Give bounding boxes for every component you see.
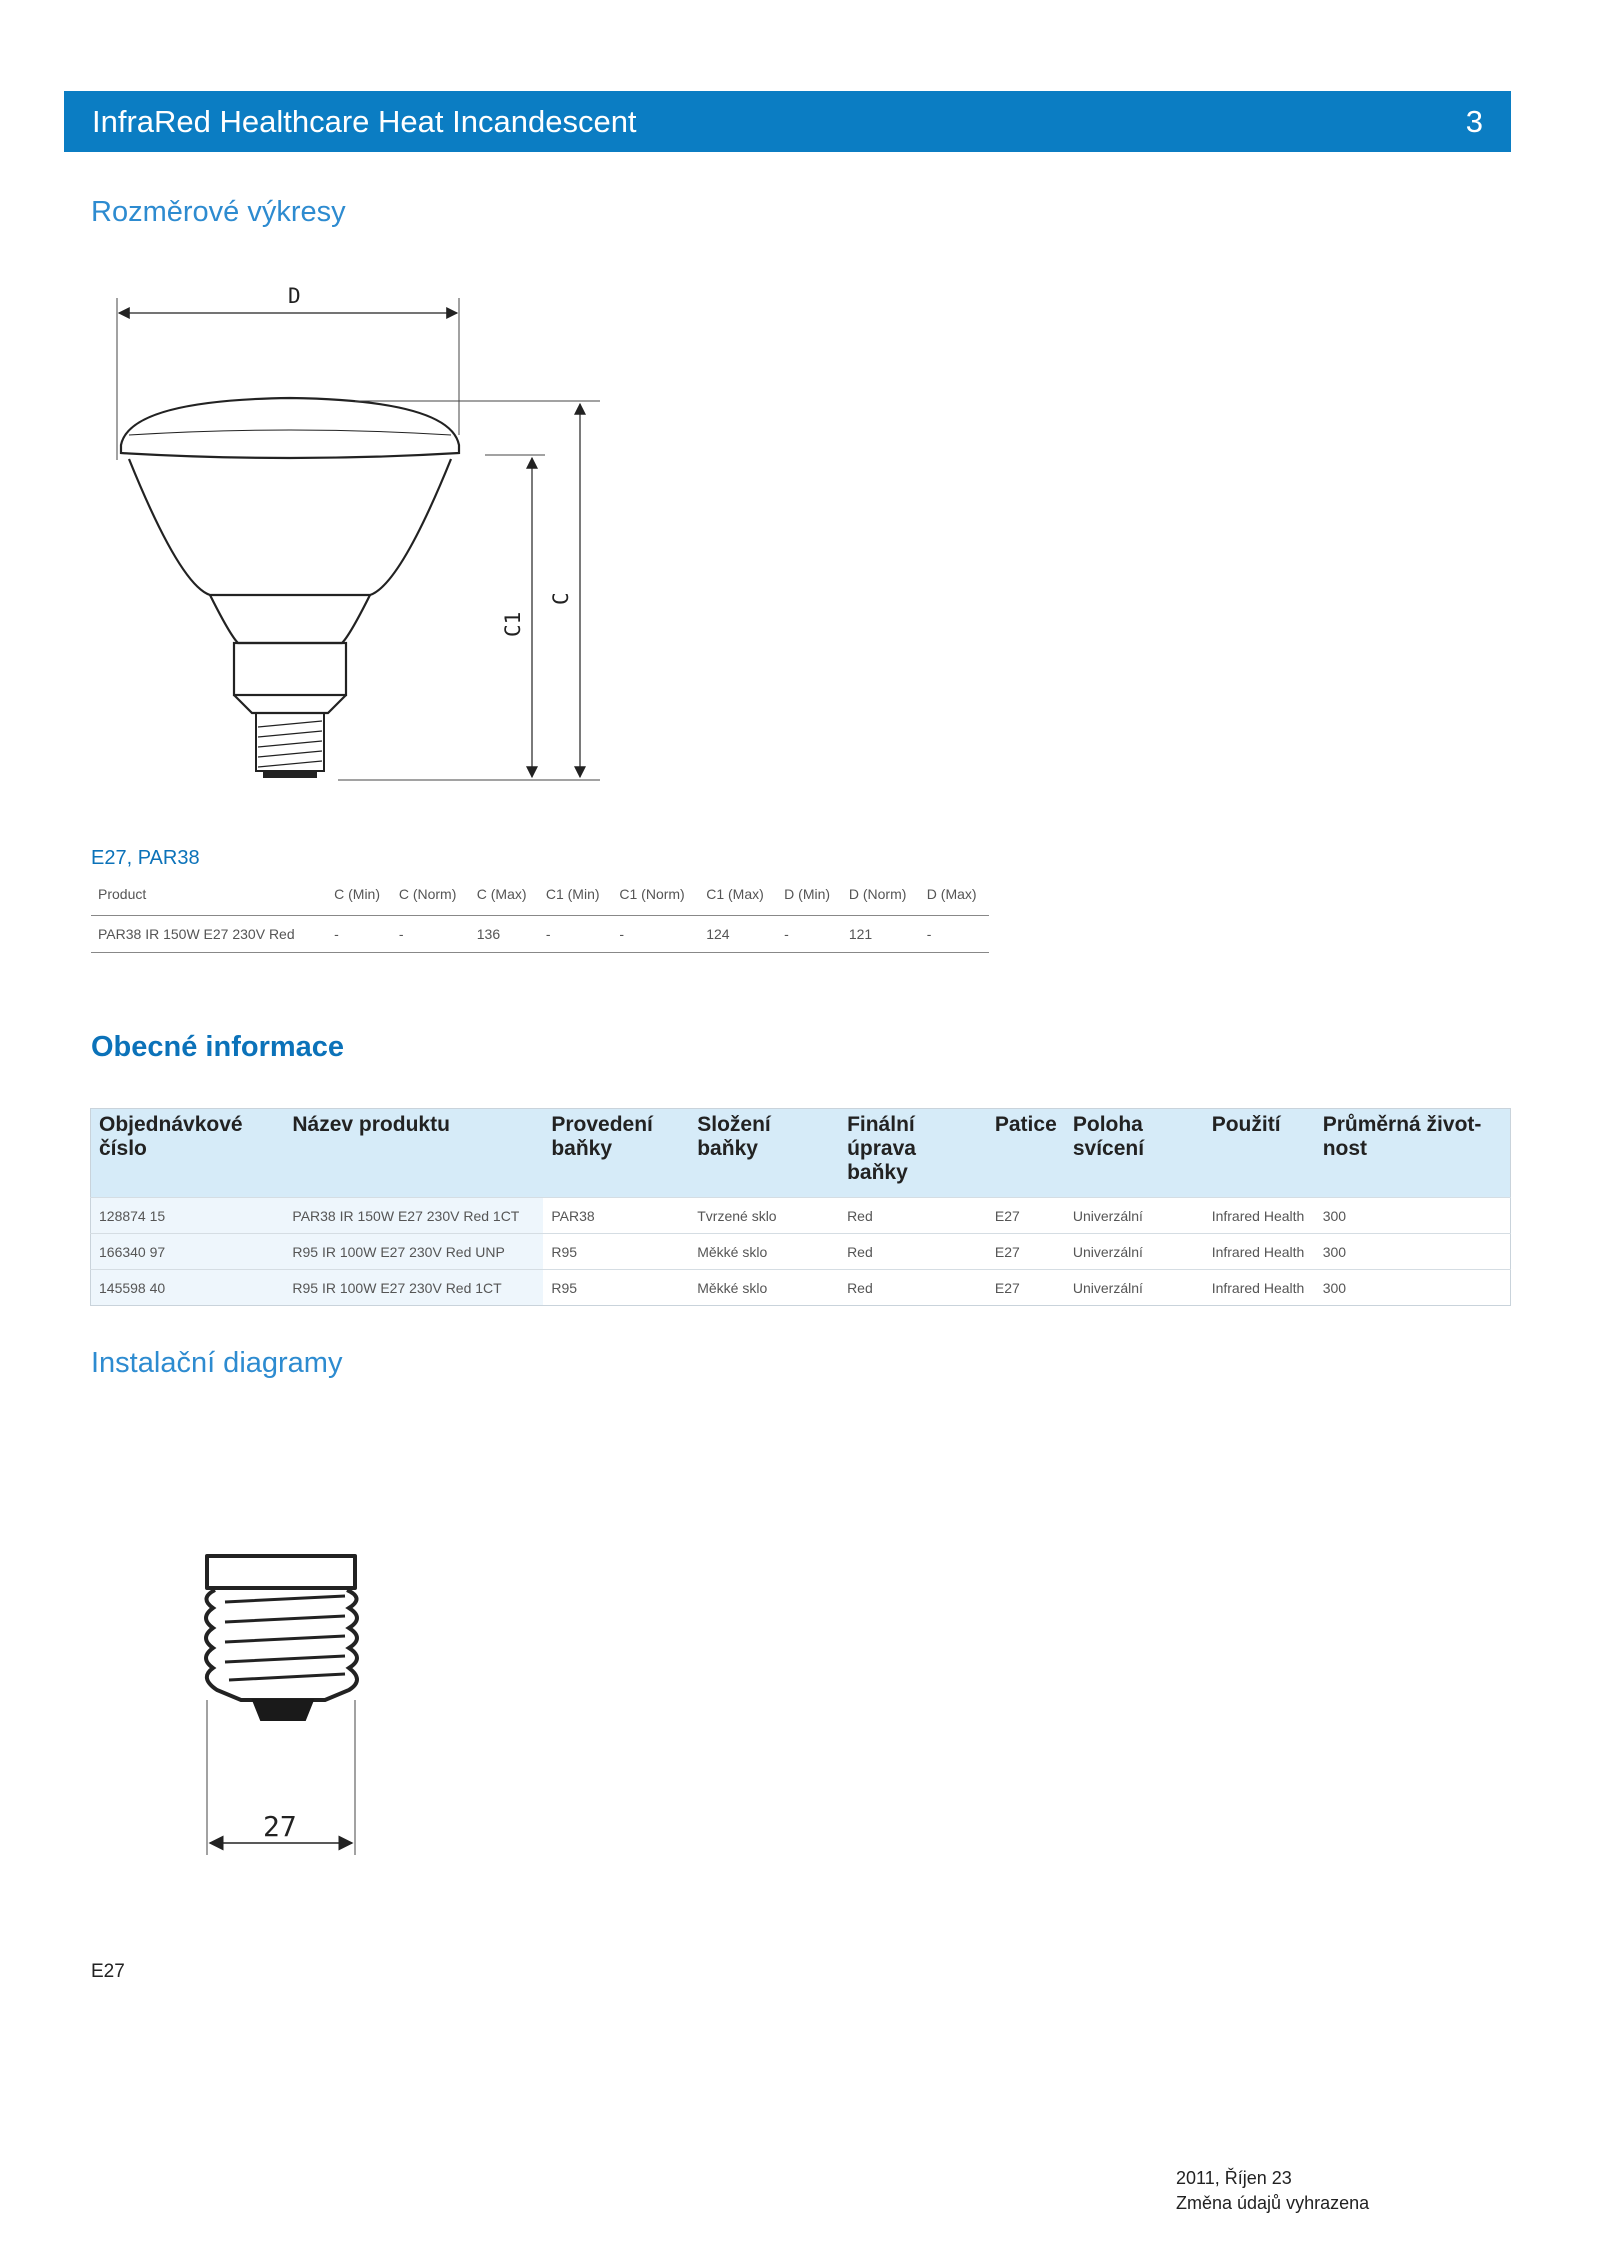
- column-header: C1 (Max): [699, 883, 777, 916]
- table-cell: Red: [839, 1198, 987, 1234]
- general-info-table: [90, 1108, 1511, 1306]
- footer-date: 2011, Říjen 23: [1176, 2168, 1292, 2188]
- table-row: [91, 1234, 1511, 1270]
- table-cell: PAR38 IR 150W E27 230V Red: [91, 916, 327, 953]
- dimension-label-c1: C1: [501, 611, 525, 637]
- dimensions-table: [91, 883, 989, 953]
- installation-heading: Instalační diagramy: [91, 1347, 343, 1379]
- table-cell: Univerzální: [1065, 1270, 1204, 1306]
- base-caption: E27: [91, 1961, 125, 1982]
- table-cell: Univerzální: [1065, 1234, 1204, 1270]
- table-row: [91, 1198, 1511, 1234]
- table-cell: Infrared Health: [1204, 1270, 1315, 1306]
- column-header: Název produktu: [284, 1109, 543, 1198]
- page-number: 3: [1465, 104, 1483, 139]
- e27-base-drawing: [195, 1550, 370, 1860]
- table-cell: 300: [1315, 1234, 1511, 1270]
- table-cell: E27: [987, 1270, 1065, 1306]
- table-cell: R95: [543, 1234, 689, 1270]
- table-cell: R95: [543, 1270, 689, 1306]
- column-header: C1 (Norm): [612, 883, 699, 916]
- lamp-dimension-drawing: [100, 285, 620, 805]
- column-header: Provedení baňky: [543, 1109, 689, 1198]
- column-header: Poloha svícení: [1065, 1109, 1204, 1198]
- table-cell: -: [920, 916, 989, 953]
- base-diameter-label: 27: [263, 1810, 297, 1843]
- table-row: [91, 1270, 1511, 1306]
- table-cell: E27: [987, 1198, 1065, 1234]
- table-cell: PAR38 IR 150W E27 230V Red 1CT: [284, 1198, 543, 1234]
- footer-note: Změna údajů vyhrazena: [1176, 2193, 1370, 2213]
- table-cell: -: [327, 916, 392, 953]
- table-header-row: [91, 1109, 1511, 1198]
- dimension-label-d: D: [288, 285, 301, 308]
- column-header: Product: [91, 883, 327, 916]
- table-cell: R95 IR 100W E27 230V Red UNP: [284, 1234, 543, 1270]
- table-cell: E27: [987, 1234, 1065, 1270]
- table-cell: Univerzální: [1065, 1198, 1204, 1234]
- header-bar: [64, 91, 1511, 152]
- table-row: [91, 916, 989, 953]
- column-header: Patice: [987, 1109, 1065, 1198]
- column-header: C (Norm): [392, 883, 470, 916]
- column-header: C (Max): [470, 883, 539, 916]
- document-title: InfraRed Healthcare Heat Incandescent: [92, 104, 637, 139]
- table-cell: -: [612, 916, 699, 953]
- column-header: Průměrná život- nost: [1315, 1109, 1511, 1198]
- column-header: D (Norm): [842, 883, 920, 916]
- table-cell: 300: [1315, 1270, 1511, 1306]
- column-header: D (Max): [920, 883, 989, 916]
- table-cell: Red: [839, 1234, 987, 1270]
- table-cell: -: [392, 916, 470, 953]
- column-header: Finální úprava baňky: [839, 1109, 987, 1198]
- table-cell: -: [777, 916, 842, 953]
- column-header: C1 (Min): [539, 883, 613, 916]
- table-cell: 136: [470, 916, 539, 953]
- table-cell: -: [539, 916, 613, 953]
- dimensions-heading: Rozměrové výkresy: [91, 196, 346, 228]
- table-cell: Tvrzené sklo: [689, 1198, 839, 1234]
- table-cell: PAR38: [543, 1198, 689, 1234]
- column-header: D (Min): [777, 883, 842, 916]
- table-cell: 145598 40: [91, 1270, 285, 1306]
- column-header: Použití: [1204, 1109, 1315, 1198]
- table-cell: 121: [842, 916, 920, 953]
- table-cell: Infrared Health: [1204, 1234, 1315, 1270]
- column-header: Objednávkové číslo: [91, 1109, 285, 1198]
- table-cell: 124: [699, 916, 777, 953]
- table-cell: 166340 97: [91, 1234, 285, 1270]
- table-cell: Měkké sklo: [689, 1270, 839, 1306]
- table-cell: Infrared Health: [1204, 1198, 1315, 1234]
- table-cell: 300: [1315, 1198, 1511, 1234]
- table-cell: Měkké sklo: [689, 1234, 839, 1270]
- table-cell: Red: [839, 1270, 987, 1306]
- column-header: Složení baňky: [689, 1109, 839, 1198]
- general-info-heading: Obecné informace: [91, 1031, 345, 1063]
- table-cell: R95 IR 100W E27 230V Red 1CT: [284, 1270, 543, 1306]
- dimension-caption: E27, PAR38: [91, 847, 200, 869]
- table-header-row: [91, 883, 989, 916]
- dimension-label-c: C: [549, 592, 573, 605]
- table-cell: 128874 15: [91, 1198, 285, 1234]
- column-header: C (Min): [327, 883, 392, 916]
